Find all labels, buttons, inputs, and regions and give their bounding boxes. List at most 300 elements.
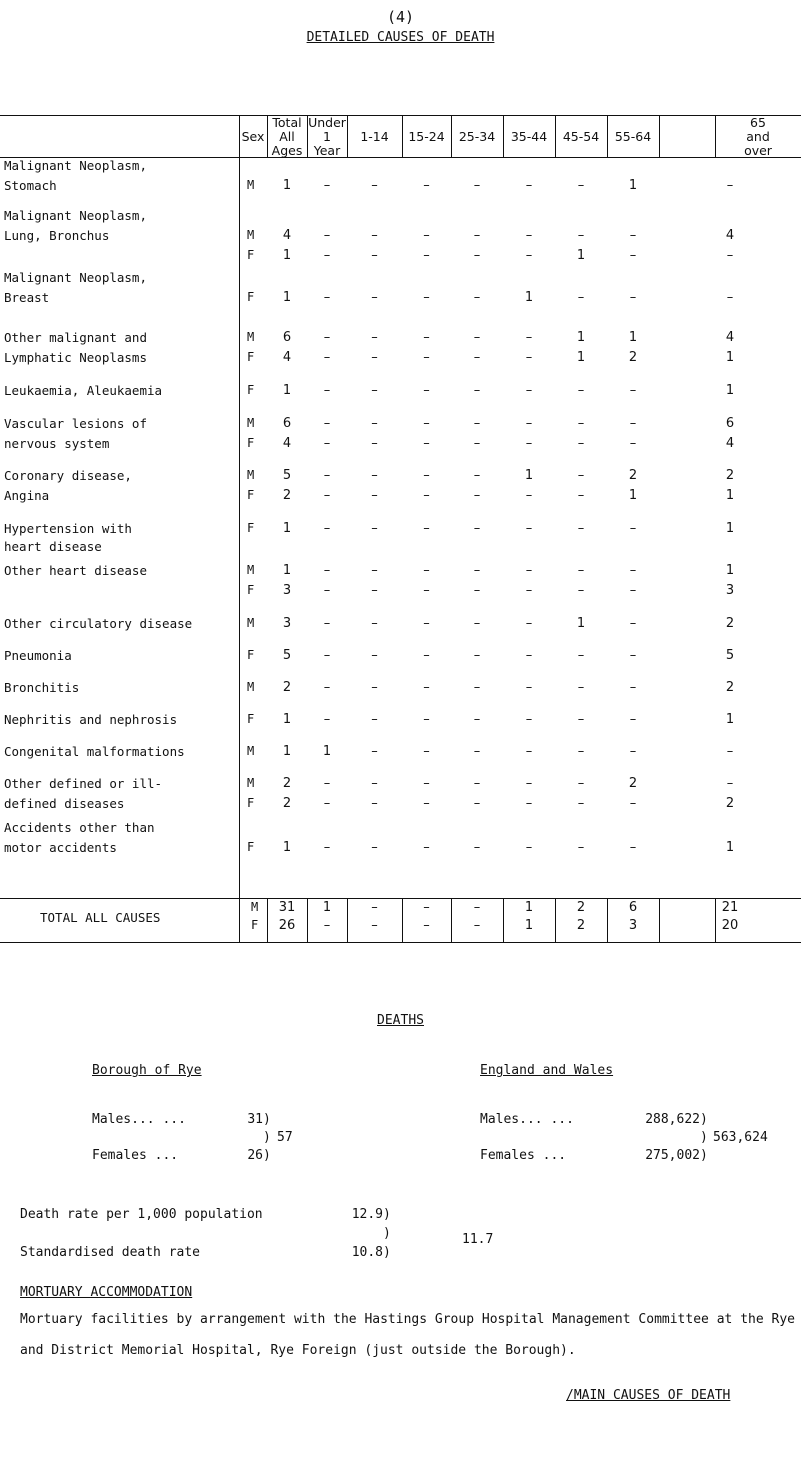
cell-value: – [629, 521, 637, 536]
rye-total: 57 [277, 1130, 293, 1145]
totals-value: – [323, 918, 331, 933]
row-sex: F [247, 521, 255, 535]
cell-value: – [371, 330, 378, 345]
page-title: DETAILED CAUSES OF DEATH [306, 30, 495, 45]
header-65-over: 65 and over [744, 115, 772, 158]
cell-value: – [323, 350, 331, 365]
totals-value: 26 [278, 918, 296, 933]
cell-value: – [629, 436, 637, 451]
cell-value: – [726, 744, 734, 759]
cell-value: – [371, 563, 378, 578]
standardised-value: 10.8 [351, 1245, 383, 1260]
rye-females-label: Females ... [92, 1148, 179, 1163]
cell-value: – [629, 796, 637, 811]
cell-value: – [629, 840, 637, 855]
england-males-value: 288,622 [645, 1112, 700, 1127]
cell-value: 6 [282, 416, 292, 431]
cell-value: 1 [282, 712, 292, 727]
header-45-54: 45-54 [562, 129, 600, 144]
england-bracket-top: ) [700, 1112, 708, 1127]
cell-value: – [726, 248, 734, 263]
cell-value: 1 [628, 330, 638, 345]
cell-value: – [473, 488, 481, 503]
cell-value: – [629, 648, 637, 663]
rye-bracket-top: ) [263, 1112, 271, 1127]
row-label: Pneumonia [4, 648, 72, 663]
totals-value: – [473, 900, 481, 915]
cell-value: – [371, 776, 378, 791]
cell-value: – [525, 776, 533, 791]
cell-value: 2 [725, 468, 735, 483]
cell-value: 1 [725, 383, 735, 398]
cell-value: – [473, 178, 481, 193]
totals-value: 3 [628, 918, 638, 933]
cell-value: – [371, 350, 378, 365]
totals-value: 31 [278, 900, 296, 915]
cell-value: 2 [628, 350, 638, 365]
cell-value: – [473, 468, 481, 483]
cell-value: – [423, 583, 430, 598]
cell-value: 4 [282, 228, 292, 243]
cell-value: – [423, 383, 430, 398]
totals-value: – [371, 900, 378, 915]
cell-value: – [423, 616, 430, 631]
cell-value: 1 [576, 330, 586, 345]
cell-value: 1 [725, 488, 735, 503]
cell-value: – [577, 488, 585, 503]
cell-value: 4 [282, 436, 292, 451]
cell-value: – [323, 416, 331, 431]
cell-value: – [423, 712, 430, 727]
cell-value: 3 [725, 583, 735, 598]
row-sex: F [247, 712, 255, 726]
cell-value: – [577, 468, 585, 483]
cell-value: – [423, 436, 430, 451]
row-label: Hypertension with [4, 521, 132, 536]
cell-value: 1 [524, 290, 534, 305]
row-sex: F [247, 648, 255, 662]
cell-value: – [323, 468, 331, 483]
footer-catchword: /MAIN CAUSES OF DEATH [566, 1388, 731, 1403]
cell-value: – [423, 680, 430, 695]
cell-value: – [371, 383, 378, 398]
cell-value: – [323, 330, 331, 345]
cell-value: – [629, 616, 637, 631]
cell-value: – [577, 796, 585, 811]
row-sex: M [247, 744, 255, 758]
cell-value: – [323, 583, 331, 598]
cell-value: – [525, 563, 533, 578]
row-label: Leukaemia, Aleukaemia [4, 383, 163, 398]
row-sex: F [247, 488, 255, 502]
cell-value: – [423, 290, 430, 305]
cell-value: 5 [282, 648, 292, 663]
cell-value: – [323, 290, 331, 305]
cell-value: – [323, 563, 331, 578]
cell-value: 1 [282, 178, 292, 193]
cell-value: – [525, 436, 533, 451]
cell-value: – [371, 840, 378, 855]
cell-value: – [423, 350, 430, 365]
cell-value: – [525, 648, 533, 663]
cell-value: – [371, 416, 378, 431]
rye-bracket-mid: ) [263, 1130, 271, 1145]
cell-value: – [371, 680, 378, 695]
cell-value: 1 [322, 744, 332, 759]
row-sex: F [247, 350, 255, 364]
cell-value: – [577, 290, 585, 305]
cell-value: – [629, 744, 637, 759]
cell-value: – [323, 521, 331, 536]
cell-value: 1 [725, 712, 735, 727]
cell-value: – [525, 416, 533, 431]
row-label: Malignant Neoplasm, [4, 158, 147, 173]
row-label: Angina [4, 488, 50, 503]
cell-value: 4 [282, 350, 292, 365]
cell-value: – [473, 228, 481, 243]
deaths-heading: DEATHS [377, 1013, 424, 1028]
cell-value: – [323, 840, 331, 855]
cell-value: 1 [282, 744, 292, 759]
row-sex: M [247, 416, 255, 430]
row-sex: M [247, 616, 255, 630]
cell-value: – [473, 350, 481, 365]
cell-value: – [323, 383, 331, 398]
row-sex: F [247, 796, 255, 810]
row-label: Malignant Neoplasm, [4, 208, 147, 223]
cell-value: 5 [282, 468, 292, 483]
cell-value: – [577, 228, 585, 243]
cell-value: – [473, 616, 481, 631]
cell-value: – [371, 436, 378, 451]
totals-value: 2 [576, 918, 586, 933]
table-body-rule [0, 898, 801, 899]
cell-value: – [577, 840, 585, 855]
totals-sex: M [251, 900, 259, 914]
cell-value: 6 [725, 416, 735, 431]
cell-value: 4 [725, 330, 735, 345]
cell-value: – [629, 583, 637, 598]
cell-value: – [577, 178, 585, 193]
cell-value: – [525, 228, 533, 243]
cell-value: – [577, 583, 585, 598]
cell-value: – [473, 712, 481, 727]
totals-label: TOTAL ALL CAUSES [40, 910, 161, 925]
cell-value: 1 [282, 248, 292, 263]
cell-value: – [423, 416, 430, 431]
cell-value: – [473, 383, 481, 398]
england-total: 563,624 [713, 1130, 768, 1145]
totals-value: – [423, 900, 430, 915]
header-sex: Sex [241, 129, 265, 144]
header-1-14: 1-14 [360, 129, 389, 144]
totals-value: 6 [628, 900, 638, 915]
cell-value: 1 [282, 521, 292, 536]
cell-value: – [473, 436, 481, 451]
cell-value: – [525, 680, 533, 695]
cell-value: – [577, 744, 585, 759]
cell-value: – [371, 488, 378, 503]
cell-value: – [525, 840, 533, 855]
cell-value: 1 [576, 248, 586, 263]
cell-value: – [371, 744, 378, 759]
cell-value: – [323, 648, 331, 663]
cell-value: – [629, 383, 637, 398]
cell-value: – [473, 416, 481, 431]
totals-value: – [371, 918, 378, 933]
cell-value: – [577, 383, 585, 398]
row-label: Lung, Bronchus [4, 228, 110, 243]
page-number: (4) [386, 8, 415, 26]
cell-value: 3 [282, 583, 292, 598]
england-rate: 11.7 [462, 1232, 494, 1247]
death-rate-value: 12.9 [351, 1207, 383, 1222]
cell-value: – [423, 776, 430, 791]
cell-value: – [371, 521, 378, 536]
cell-value: – [423, 228, 430, 243]
cell-value: – [525, 796, 533, 811]
cell-value: – [371, 290, 378, 305]
header-15-24: 15-24 [408, 129, 445, 144]
cell-value: – [423, 744, 430, 759]
cell-value: – [371, 648, 378, 663]
cell-value: – [577, 648, 585, 663]
cell-value: 2 [282, 680, 292, 695]
cell-value: – [371, 248, 378, 263]
cell-value: – [371, 228, 378, 243]
cell-value: 1 [628, 488, 638, 503]
row-label: Nephritis and nephrosis [4, 712, 178, 727]
mortuary-text: Mortuary facilities by arrangement with the Hastings Group Hospital Management Committee at the Rye and District Memorial Hospital, Rye Foreign (just outside the Borough). [20, 1312, 795, 1358]
cell-value: – [473, 583, 481, 598]
row-sex: M [247, 468, 255, 482]
england-bracket-bottom: ) [700, 1148, 708, 1163]
cell-value: – [525, 521, 533, 536]
cell-value: – [423, 563, 430, 578]
column-rule [239, 898, 240, 942]
rye-females-value: 26 [247, 1148, 263, 1163]
totals-sex: F [251, 918, 259, 932]
totals-value: 1 [322, 900, 332, 915]
england-bracket-mid: ) [700, 1130, 708, 1145]
cell-value: – [473, 330, 481, 345]
cell-value: – [473, 648, 481, 663]
rate-bracket-top: ) [383, 1207, 391, 1222]
cell-value: – [473, 840, 481, 855]
row-label: heart disease [4, 539, 102, 554]
cell-value: – [525, 488, 533, 503]
cell-value: – [525, 330, 533, 345]
row-sex: M [247, 563, 255, 577]
cell-value: – [525, 248, 533, 263]
cell-value: 1 [282, 383, 292, 398]
row-label: defined diseases [4, 796, 125, 811]
cell-value: – [473, 290, 481, 305]
cell-value: – [423, 521, 430, 536]
rate-bracket-mid: ) [383, 1226, 391, 1241]
england-males-label: Males... ... [480, 1112, 574, 1127]
rate-bracket-bottom: ) [383, 1245, 391, 1260]
row-sex: M [247, 178, 255, 192]
cell-value: – [371, 583, 378, 598]
rye-bracket-bottom: ) [263, 1148, 271, 1163]
row-label: motor accidents [4, 840, 117, 855]
cell-value: 2 [725, 796, 735, 811]
cell-value: – [323, 796, 331, 811]
cell-value: – [323, 178, 331, 193]
column-rule [239, 157, 240, 898]
cell-value: 2 [628, 468, 638, 483]
cell-value: – [473, 680, 481, 695]
column-rule [659, 115, 660, 157]
cell-value: 1 [725, 563, 735, 578]
cell-value: 1 [628, 178, 638, 193]
row-sex: F [247, 248, 255, 262]
mortuary-heading: MORTUARY ACCOMMODATION [20, 1285, 193, 1300]
totals-value: – [473, 918, 481, 933]
cell-value: – [323, 488, 331, 503]
cell-value: 4 [725, 436, 735, 451]
cell-value: – [473, 563, 481, 578]
cell-value: – [423, 248, 430, 263]
cell-value: – [577, 680, 585, 695]
totals-value: 21 [721, 900, 739, 915]
row-label: Other circulatory disease [4, 616, 193, 631]
totals-value: 1 [524, 900, 534, 915]
cell-value: – [371, 616, 378, 631]
cell-value: – [473, 744, 481, 759]
cell-value: 4 [725, 228, 735, 243]
cell-value: – [473, 521, 481, 536]
row-label: Breast [4, 290, 50, 305]
row-label: Other heart disease [4, 563, 147, 578]
cell-value: – [323, 228, 331, 243]
row-sex: F [247, 840, 255, 854]
cell-value: 3 [282, 616, 292, 631]
cell-value: – [323, 436, 331, 451]
table-top-rule [0, 115, 801, 116]
cell-value: 1 [282, 290, 292, 305]
row-label: Lymphatic Neoplasms [4, 350, 147, 365]
cell-value: – [726, 178, 734, 193]
cell-value: 1 [524, 468, 534, 483]
cell-value: 1 [725, 840, 735, 855]
cell-value: 2 [282, 796, 292, 811]
cell-value: 2 [282, 776, 292, 791]
cell-value: – [423, 488, 430, 503]
cell-value: – [371, 178, 378, 193]
cell-value: – [473, 776, 481, 791]
row-label: Bronchitis [4, 680, 80, 695]
cell-value: – [629, 563, 637, 578]
cell-value: 1 [576, 616, 586, 631]
standardised-label: Standardised death rate [20, 1245, 201, 1260]
cell-value: 2 [282, 488, 292, 503]
england-females-label: Females ... [480, 1148, 567, 1163]
cell-value: 6 [282, 330, 292, 345]
cell-value: – [726, 290, 734, 305]
row-sex: F [247, 583, 255, 597]
cell-value: – [423, 468, 430, 483]
cell-value: – [423, 796, 430, 811]
cell-value: 2 [628, 776, 638, 791]
cell-value: – [323, 248, 331, 263]
row-label: Stomach [4, 178, 57, 193]
row-label: Coronary disease, [4, 468, 132, 483]
row-label: Other defined or ill- [4, 776, 163, 791]
row-sex: M [247, 228, 255, 242]
cell-value: – [423, 840, 430, 855]
totals-value: – [423, 918, 430, 933]
header-35-44: 35-44 [510, 129, 548, 144]
row-sex: M [247, 330, 255, 344]
totals-value: 20 [721, 918, 739, 933]
cell-value: 1 [725, 521, 735, 536]
cell-value: – [577, 712, 585, 727]
cell-value: – [371, 796, 378, 811]
cell-value: – [423, 330, 430, 345]
cell-value: – [371, 712, 378, 727]
row-sex: M [247, 680, 255, 694]
cell-value: – [525, 616, 533, 631]
cell-value: – [577, 416, 585, 431]
england-heading: England and Wales [480, 1063, 614, 1078]
cell-value: – [629, 248, 637, 263]
rye-males-value: 31 [247, 1112, 263, 1127]
cell-value: – [577, 436, 585, 451]
cell-value: – [525, 350, 533, 365]
row-label: Malignant Neoplasm, [4, 270, 147, 285]
header-under-1: Under 1 Year [308, 115, 346, 158]
cell-value: 1 [576, 350, 586, 365]
england-females-value: 275,002 [645, 1148, 700, 1163]
table-bottom-rule [0, 942, 801, 943]
cell-value: – [577, 521, 585, 536]
cell-value: 1 [282, 840, 292, 855]
cell-value: – [423, 178, 430, 193]
row-label: Other malignant and [4, 330, 147, 345]
cell-value: – [726, 776, 734, 791]
cell-value: – [629, 680, 637, 695]
cell-value: – [577, 776, 585, 791]
cell-value: – [525, 383, 533, 398]
cell-value: – [629, 290, 637, 305]
cell-value: – [525, 583, 533, 598]
rye-males-label: Males... ... [92, 1112, 186, 1127]
death-rate-label: Death rate per 1,000 population [20, 1207, 263, 1222]
cell-value: 1 [725, 350, 735, 365]
totals-value: 1 [524, 918, 534, 933]
row-label: Vascular lesions of [4, 416, 147, 431]
cell-value: 2 [725, 680, 735, 695]
header-total: Total All Ages [271, 115, 303, 158]
cell-value: – [577, 563, 585, 578]
cell-value: 1 [282, 563, 292, 578]
totals-value: 2 [576, 900, 586, 915]
cell-value: – [525, 712, 533, 727]
cell-value: – [629, 416, 637, 431]
cell-value: – [323, 776, 331, 791]
row-sex: F [247, 436, 255, 450]
cell-value: 2 [725, 616, 735, 631]
row-sex: F [247, 290, 255, 304]
row-sex: M [247, 776, 255, 790]
cell-value: – [323, 712, 331, 727]
cell-value: – [323, 680, 331, 695]
cell-value: – [371, 468, 378, 483]
cell-value: – [629, 228, 637, 243]
row-label: Accidents other than [4, 820, 155, 835]
